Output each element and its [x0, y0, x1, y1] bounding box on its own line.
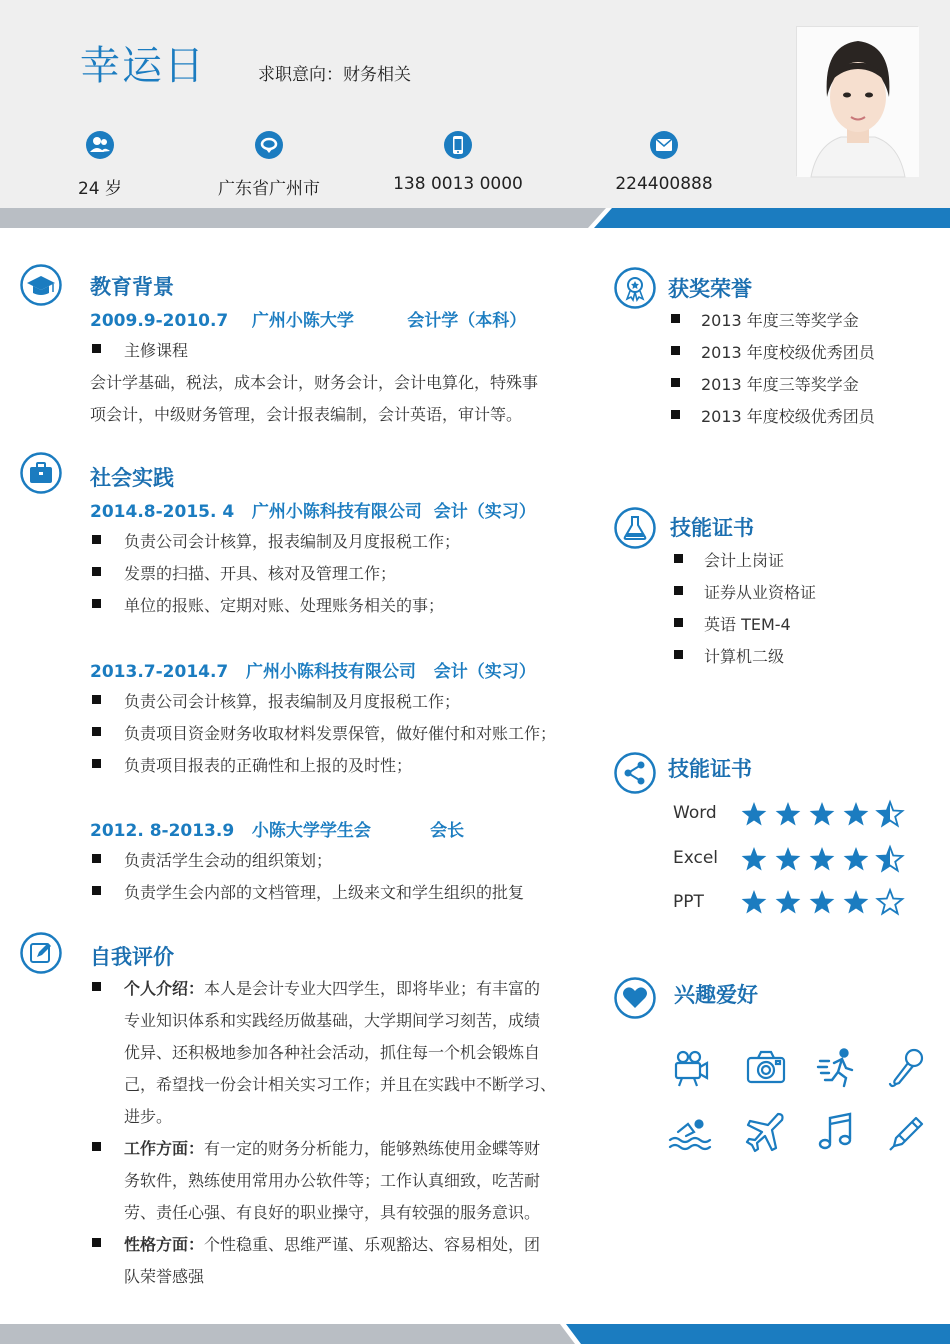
star-rating [740, 801, 910, 829]
location-pin-icon [254, 130, 284, 160]
job-item: 负责项目资金财务收取材料发票保管，做好催付和对账工作； [124, 724, 557, 743]
award-medal-icon [614, 267, 656, 309]
pencil-icon [886, 1110, 930, 1154]
bullet [92, 886, 101, 895]
star-icon [742, 802, 767, 826]
award-item: 2013 年度校级优秀团员 [701, 407, 875, 426]
music-note-icon [816, 1110, 860, 1154]
job-item: 负责活学生会动的组织策划； [124, 851, 333, 870]
footer-band [0, 1324, 950, 1344]
microphone-icon [886, 1046, 930, 1090]
running-icon [816, 1046, 860, 1090]
job-item: 负责项目报表的正确性和上报的及时性； [124, 756, 413, 775]
self-eval-line: 专业知识体系和实践经历做基础，大学期间学习刻苦，成绩 [124, 1011, 541, 1030]
practice-title: 社会实践 [90, 466, 174, 490]
education-item: 主修课程 [124, 341, 189, 360]
star-icon [776, 847, 801, 871]
contact-age [20, 130, 180, 199]
award-item: 2013 年度三等奖学金 [701, 375, 859, 394]
bullet [92, 695, 101, 704]
contact-qq-text: 224400888 [615, 174, 713, 194]
self-eval-line: 劳、责任心强、有良好的职业操守，具有较强的服务意识。 [124, 1203, 541, 1222]
mail-icon [649, 130, 679, 160]
job-item: 单位的报账、定期对账、处理账务相关的事； [124, 596, 445, 615]
education-headline: 2009.9-2010.7 广州小陈大学 会计学（本科） [90, 311, 527, 331]
self-eval-text: 有一定的财务分析能力，能够熟练使用金蝶等财 [204, 1139, 541, 1158]
bullet [671, 346, 680, 355]
header [0, 0, 950, 208]
self-eval-text: 个性稳重、思维严谨、乐观豁达、容易相处，团 [204, 1235, 541, 1254]
job-intent: 求职意向：财务相关 [258, 65, 411, 85]
self-eval-title: 自我评价 [90, 945, 174, 969]
self-eval-line: 己，希望找一份会计相关实习工作；并且在实践中不断学习、 [124, 1075, 557, 1094]
star-rating [740, 889, 910, 917]
contact-age-text: 24 岁 [77, 179, 123, 199]
courses-line-2: 项会计，中级财务管理，会计报表编制，会计英语，审计等。 [90, 405, 523, 424]
star-icon [844, 890, 869, 914]
self-eval-line: 优异、还积极地参加各种社会活动，抓住每一个机会锻炼自 [124, 1043, 541, 1062]
star-icon [810, 847, 835, 871]
self-eval-line: 进步。 [124, 1107, 173, 1126]
job-item: 负责公司会计核算，报表编制及月度报税工作； [124, 692, 461, 711]
job-item: 负责学生会内部的文档管理，上级来文和学生组织的批复 [124, 883, 525, 902]
star-rating [740, 846, 910, 874]
candidate-name: 幸运日 [80, 43, 206, 89]
contact-phone-text: 138 0013 0000 [393, 174, 523, 194]
contact-qq [584, 130, 744, 194]
graduation-cap-icon [20, 264, 62, 306]
bullet [92, 727, 101, 736]
certs-title: 技能证书 [670, 516, 754, 540]
bullet [671, 314, 680, 323]
self-eval-text: 本人是会计专业大四学生，即将毕业；有丰富的 [204, 979, 541, 998]
bullet [92, 759, 101, 768]
star-icon [878, 802, 903, 826]
bullet [92, 344, 101, 353]
bullet [671, 410, 680, 419]
airplane-icon [744, 1110, 788, 1154]
bullet [92, 1142, 101, 1151]
flask-icon [614, 507, 656, 549]
contact-location-text: 广东省广州市 [218, 179, 320, 199]
bullet [92, 535, 101, 544]
star-icon [810, 890, 835, 914]
bullet [92, 1238, 101, 1247]
skill-label: Word [673, 803, 717, 823]
header-divider-band [0, 208, 950, 228]
self-eval-line: 务软件，熟练使用常用办公软件等；工作认真细致，吃苦耐 [124, 1171, 541, 1190]
job-headline: 2014.8-2015. 4 广州小陈科技有限公司 会计（实习） [90, 502, 536, 522]
user-icon [85, 130, 115, 160]
self-eval-label: 性格方面： [124, 1235, 205, 1254]
cert-item: 计算机二级 [704, 647, 785, 666]
star-icon [776, 890, 801, 914]
bullet [674, 650, 683, 659]
courses-line-1: 会计学基础，税法，成本会计，财务会计，会计电算化，特殊事 [90, 373, 539, 392]
cert-item: 证券从业资格证 [704, 583, 817, 602]
heart-icon [614, 977, 656, 1019]
star-icon [844, 847, 869, 871]
bullet [671, 378, 680, 387]
star-icon [878, 847, 903, 871]
skill-label: Excel [673, 848, 719, 868]
camera-icon [744, 1046, 788, 1090]
contact-phone [378, 130, 538, 194]
bullet [92, 982, 101, 991]
job-headline: 2013.7-2014.7 广州小陈科技有限公司 会计（实习） [90, 662, 536, 682]
self-eval-line [124, 976, 540, 999]
star-icon [776, 802, 801, 826]
phone-icon [443, 130, 473, 160]
award-item: 2013 年度三等奖学金 [701, 311, 859, 330]
star-icon [844, 802, 869, 826]
self-eval-line [124, 1232, 540, 1255]
award-item: 2013 年度校级优秀团员 [701, 343, 875, 362]
bullet [674, 586, 683, 595]
star-icon [810, 802, 835, 826]
self-eval-clip [124, 1264, 584, 1286]
star-icon [878, 890, 903, 914]
bullet [92, 567, 101, 576]
movie-camera-icon [668, 1046, 712, 1090]
bullet [92, 599, 101, 608]
awards-title: 获奖荣誉 [668, 277, 752, 301]
job-headline: 2012. 8-2013.9 小陈大学学生会 会长 [90, 821, 465, 841]
skill-label: PPT [673, 892, 704, 912]
contact-location [189, 130, 349, 199]
cert-item: 英语 TEM-4 [704, 615, 791, 634]
edit-icon [20, 932, 62, 974]
self-eval-line [124, 1136, 540, 1159]
bullet [674, 618, 683, 627]
education-title: 教育背景 [90, 275, 174, 299]
self-eval-label: 工作方面： [124, 1139, 205, 1158]
self-eval-label: 个人介绍： [124, 979, 205, 998]
profile-photo [796, 26, 918, 176]
bullet [92, 854, 101, 863]
job-item: 负责公司会计核算，报表编制及月度报税工作； [124, 532, 461, 551]
hobbies-title: 兴趣爱好 [674, 983, 758, 1007]
share-icon [614, 752, 656, 794]
swimming-icon [668, 1110, 712, 1154]
job-item: 发票的扫描、开具、核对及管理工作； [124, 564, 397, 583]
self-eval-line: 队荣誉感强 [124, 1267, 205, 1286]
cert-item: 会计上岗证 [704, 551, 785, 570]
star-icon [742, 847, 767, 871]
star-icon [742, 890, 767, 914]
bullet [674, 554, 683, 563]
skills-title: 技能证书 [668, 757, 752, 781]
briefcase-icon [20, 452, 62, 494]
